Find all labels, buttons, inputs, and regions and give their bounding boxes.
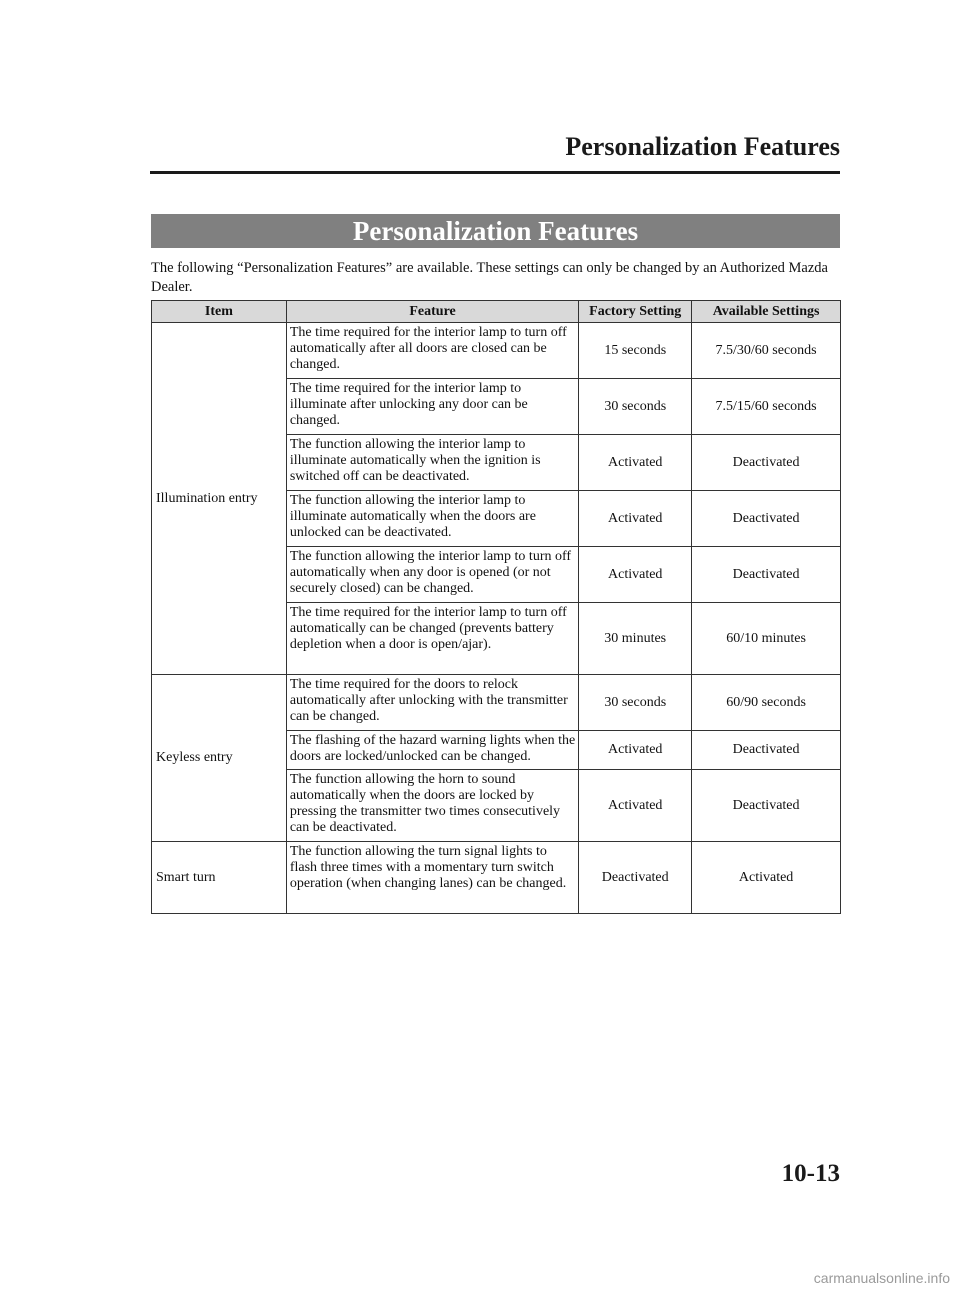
available-settings-cell: 7.5/30/60 seconds — [692, 323, 841, 379]
feature-cell: The function allowing the interior lamp to illuminate automatically when the doors are unlocked can be deactivated. — [286, 491, 578, 547]
feature-cell: The function allowing the interior lamp to turn off automatically when any door is opened (or not securely closed) can be changed. — [286, 547, 578, 603]
factory-setting-cell: Activated — [579, 547, 692, 603]
available-settings-cell: Deactivated — [692, 491, 841, 547]
table-header-row — [152, 301, 841, 323]
intro-paragraph: The following “Personalization Features” are available. These settings can only be changed by an Authorized Mazda Dealer. — [151, 260, 828, 295]
page-header-title: Personalization Features — [565, 132, 840, 161]
available-settings-cell: Deactivated — [692, 435, 841, 491]
watermark-link[interactable]: carmanualsonline.info — [813, 1270, 950, 1286]
feature-cell: The time required for the interior lamp to turn off automatically can be changed (prevents battery depletion when a door is open/ajar). — [286, 603, 578, 675]
page-number: 10-13 — [781, 1160, 840, 1187]
factory-setting-cell: Activated — [579, 491, 692, 547]
item-cell-smart-turn: Smart turn — [152, 842, 287, 914]
feature-cell: The function allowing the turn signal lights to flash three times with a momentary turn switch operation (when changing lanes) can be changed. — [286, 842, 578, 914]
column-header-factory-setting: Factory Setting — [579, 301, 692, 323]
factory-setting-cell: Activated — [579, 770, 692, 842]
column-header-available-settings: Available Settings — [692, 301, 841, 323]
features-table — [151, 300, 841, 914]
header-rule — [150, 171, 840, 174]
factory-setting-cell: 30 seconds — [579, 675, 692, 731]
factory-setting-cell: 30 seconds — [579, 379, 692, 435]
item-cell-illumination-entry: Illumination entry — [152, 323, 287, 675]
section-banner: Personalization Features — [151, 214, 840, 248]
factory-setting-cell: Activated — [579, 435, 692, 491]
feature-cell: The flashing of the hazard warning lights when the doors are locked/unlocked can be changed. — [286, 731, 578, 770]
item-cell-keyless-entry: Keyless entry — [152, 675, 287, 842]
feature-cell: The function allowing the interior lamp to illuminate automatically when the ignition is switched off can be deactivated. — [286, 435, 578, 491]
available-settings-cell: Deactivated — [692, 770, 841, 842]
table-row — [152, 675, 841, 731]
column-header-feature: Feature — [286, 301, 578, 323]
column-header-item: Item — [152, 301, 287, 323]
available-settings-cell: Activated — [692, 842, 841, 914]
table-row — [152, 842, 841, 914]
feature-cell: The time required for the interior lamp to turn off automatically after all doors are closed can be changed. — [286, 323, 578, 379]
available-settings-cell: Deactivated — [692, 547, 841, 603]
available-settings-cell: 60/10 minutes — [692, 603, 841, 675]
feature-cell: The function allowing the horn to sound automatically when the doors are locked by pressing the transmitter two times consecutively can be deactivated. — [286, 770, 578, 842]
feature-cell: The time required for the interior lamp to illuminate after unlocking any door can be changed. — [286, 379, 578, 435]
feature-cell: The time required for the doors to relock automatically after unlocking with the transmitter can be changed. — [286, 675, 578, 731]
factory-setting-cell: 15 seconds — [579, 323, 692, 379]
available-settings-cell: 60/90 seconds — [692, 675, 841, 731]
factory-setting-cell: Activated — [579, 731, 692, 770]
available-settings-cell: Deactivated — [692, 731, 841, 770]
factory-setting-cell: 30 minutes — [579, 603, 692, 675]
table-row — [152, 323, 841, 379]
factory-setting-cell: Deactivated — [579, 842, 692, 914]
available-settings-cell: 7.5/15/60 seconds — [692, 379, 841, 435]
